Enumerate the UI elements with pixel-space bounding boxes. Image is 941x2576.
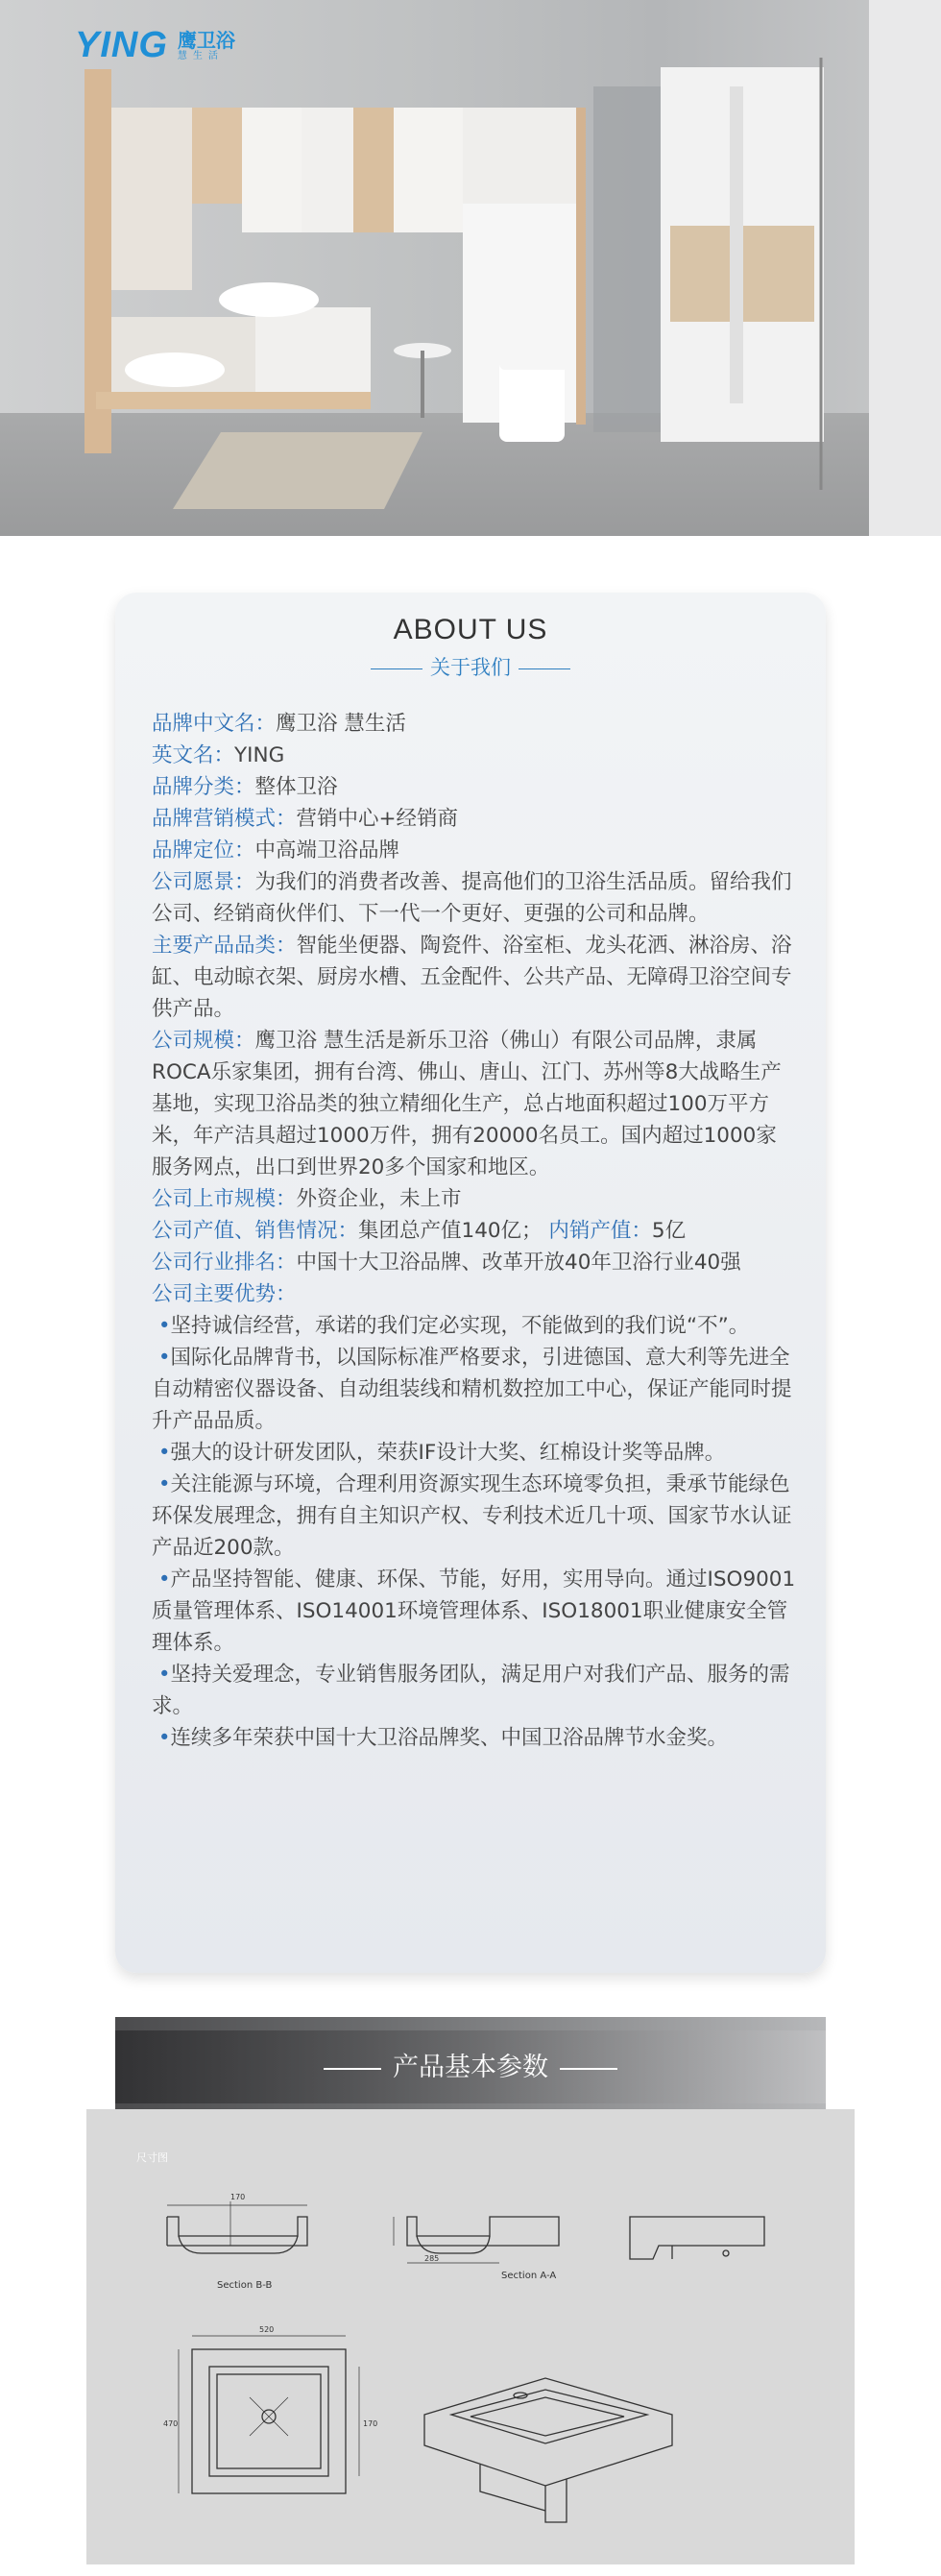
section-b-label: Section B-B	[217, 2280, 273, 2291]
bullet-dot: •	[157, 1314, 171, 1338]
bullet-dot: •	[157, 1567, 171, 1592]
logo-mark: YING	[75, 25, 168, 65]
info-value: 中国十大卫浴品牌、改革开放40年卫浴行业40强	[296, 1251, 741, 1275]
info-value: YING	[234, 743, 285, 767]
bullet-dot: •	[157, 1441, 171, 1465]
divider-right	[519, 668, 570, 669]
hero-banner	[0, 0, 941, 536]
advantage-item	[152, 1659, 797, 1722]
info-key: 公司愿景：	[152, 870, 255, 894]
about-subtitle-row	[115, 652, 826, 681]
info-row	[152, 1183, 797, 1215]
drawing-svg	[86, 2109, 855, 2564]
dim-label: 470	[163, 2419, 179, 2428]
bullet-dot: •	[157, 1726, 171, 1750]
info-row	[152, 1025, 797, 1183]
advantage-text: 连续多年荣获中国十大卫浴品牌奖、中国卫浴品牌节水金奖。	[170, 1726, 729, 1750]
info-row-ranking	[152, 1247, 797, 1278]
info-value: 5亿	[651, 1219, 687, 1243]
info-row	[152, 930, 797, 1025]
section-a-label: Section A-A	[501, 2271, 557, 2281]
advantage-text: 关注能源与环境，合理利用资源实现生态环境零负担，秉承节能绿色环保发展理念，拥有自主知识产权、专利技术近几十项、国家节水认证产品近200款。	[152, 1472, 792, 1560]
dim-label: 170	[230, 2193, 246, 2201]
about-content	[152, 708, 797, 1754]
dim-label: 520	[259, 2325, 275, 2334]
info-value: 整体卫浴	[254, 775, 338, 799]
side-view-drawing	[630, 2217, 764, 2259]
advantage-text: 国际化品牌背书，以国际标准严格要求，引进德国、意大利等先进全自动精密仪器设备、自动组装线和精机数控加工中心，保证产能同时提升产品品质。	[152, 1346, 792, 1433]
bullet-dot: •	[157, 1472, 171, 1496]
info-value: 外资企业，未上市	[296, 1187, 462, 1211]
info-row	[152, 835, 797, 866]
info-row	[152, 740, 797, 771]
advantage-item	[152, 1310, 797, 1342]
dim-label: 285	[424, 2254, 440, 2263]
divider-left	[324, 2068, 381, 2070]
advantage-text: 坚持诚信经营，承诺的我们定必实现，不能做到的我们说“不”。	[170, 1314, 750, 1338]
divider-right	[560, 2068, 617, 2070]
advantages-heading: 公司主要优势：	[152, 1282, 297, 1306]
info-value: 智能坐便器、陶瓷件、浴室柜、龙头花洒、淋浴房、浴缸、电动晾衣架、厨房水槽、五金配件、公共产品、无障碍卫浴空间专供产品。	[152, 934, 792, 1021]
params-title: 产品基本参数	[393, 2053, 548, 2082]
info-key: 品牌定位：	[152, 838, 255, 863]
advantage-item	[152, 1469, 797, 1564]
divider-left	[371, 668, 422, 669]
info-row	[152, 708, 797, 740]
info-key: 英文名：	[152, 743, 235, 767]
info-key: 主要产品品类：	[152, 934, 297, 958]
plan-view-drawing	[179, 2336, 359, 2493]
info-row	[152, 803, 797, 835]
info-key: 品牌营销模式：	[152, 807, 297, 831]
info-key: 公司产值、销售情况：	[152, 1219, 359, 1243]
info-key: 公司上市规模：	[152, 1187, 297, 1211]
bullet-dot: •	[157, 1346, 171, 1370]
about-card	[115, 593, 826, 1973]
info-key: 内销产值：	[548, 1219, 652, 1243]
params-banner	[115, 2017, 826, 2109]
about-subtitle: 关于我们	[430, 656, 511, 679]
advantage-item	[152, 1437, 797, 1469]
advantage-text: 强大的设计研发团队，荣获IF设计大奖、红棉设计奖等品牌。	[170, 1441, 726, 1465]
bullet-dot: •	[157, 1663, 171, 1687]
dim-label: 170	[363, 2419, 378, 2428]
advantage-item	[152, 1564, 797, 1659]
info-row	[152, 866, 797, 930]
advantage-text: 产品坚持智能、健康、环保、节能，好用，实用导向。通过ISO9001质量管理体系、ISO14001环境管理体系、ISO18001职业健康安全管理体系。	[152, 1567, 796, 1655]
info-value: 营销中心+经销商	[296, 807, 459, 831]
info-value: 为我们的消费者改善、提高他们的卫浴生活品质。留给我们公司、经销商伙伴们、下一代一个更好、更强的公司和品牌。	[152, 870, 792, 926]
logo-cn: 鹰卫浴	[177, 28, 235, 52]
drawing-caption: 尺寸图	[136, 2151, 168, 2164]
about-title: ABOUT US	[393, 614, 548, 645]
logo-tagline: 慧生活	[177, 50, 224, 61]
info-key: 公司规模：	[152, 1029, 255, 1053]
advantage-item	[152, 1722, 797, 1754]
advantage-text: 坚持关爱理念，专业销售服务团队，满足用户对我们产品、服务的需求。	[152, 1663, 790, 1718]
section-a-drawing	[394, 2217, 559, 2263]
info-key: 品牌中文名：	[152, 712, 277, 736]
info-value: 鹰卫浴 慧生活	[276, 712, 406, 736]
isometric-basin-drawing	[424, 2378, 672, 2522]
info-row-output	[152, 1215, 797, 1247]
info-key: 品牌分类：	[152, 775, 255, 799]
advantages-title	[152, 1278, 797, 1310]
bathroom-illustration	[0, 0, 941, 536]
params-title-row	[115, 2046, 826, 2083]
dimension-drawing	[86, 2109, 855, 2564]
info-row	[152, 771, 797, 803]
info-key: 公司行业排名：	[152, 1251, 297, 1275]
info-value: 中高端卫浴品牌	[254, 838, 400, 863]
advantage-item	[152, 1342, 797, 1437]
info-value: 集团总产值140亿；	[358, 1219, 543, 1243]
section-b-drawing	[167, 2201, 307, 2253]
brand-logo	[75, 25, 235, 66]
info-value: 鹰卫浴 慧生活是新乐卫浴（佛山）有限公司品牌，隶属ROCA乐家集团，拥有台湾、佛山、唐山、江门、苏州等8大战略生产基地，实现卫浴品类的独立精细化生产，总占地面积超过100万平方米，年产洁具超过1000万件，拥有20000名员工。国内超过1000家服务网点，出口到世界20多个国家和地区。	[152, 1029, 782, 1179]
